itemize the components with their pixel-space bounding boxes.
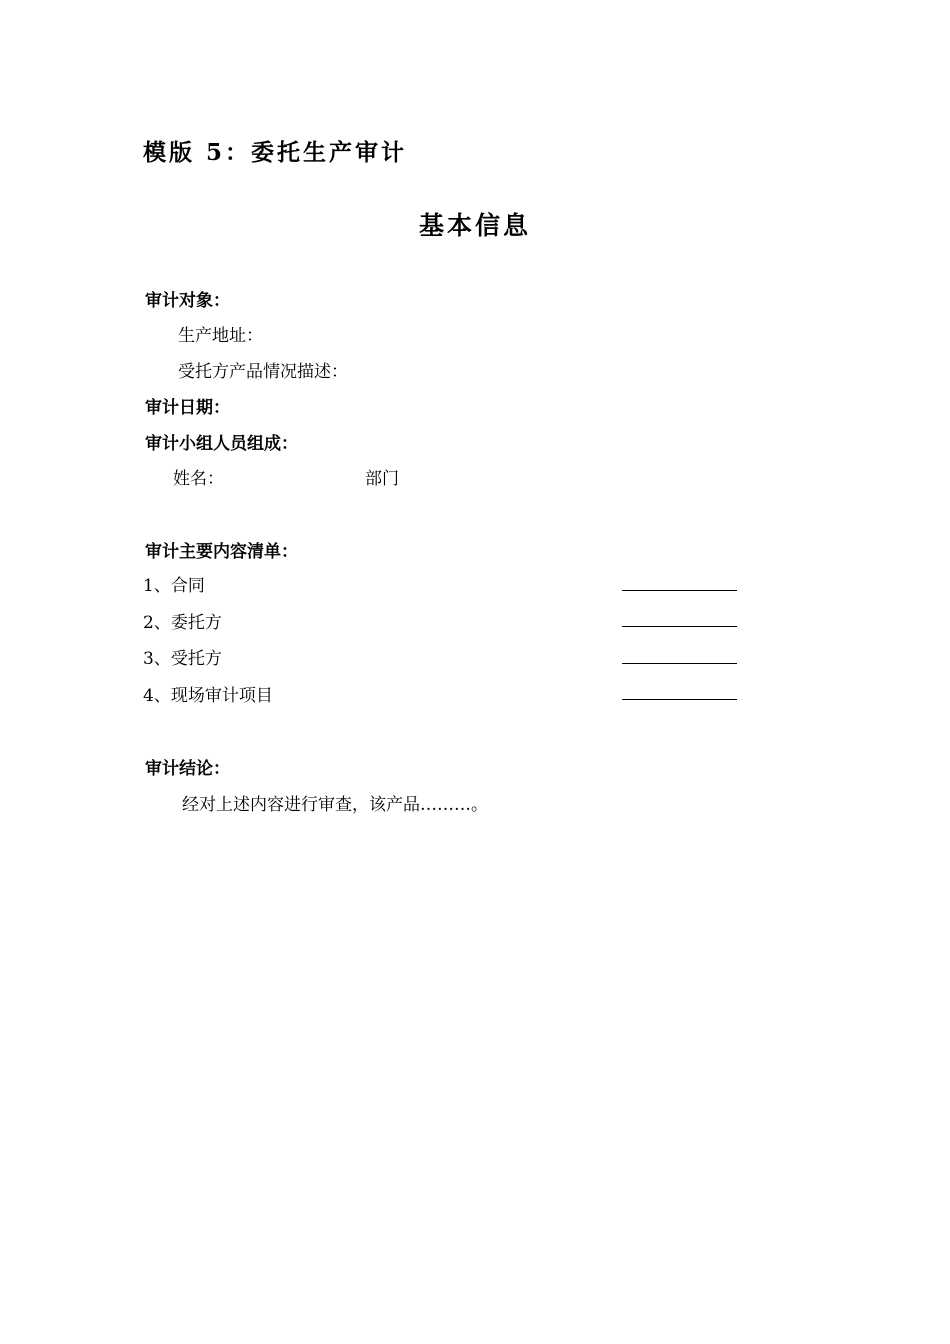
checklist-item-blank-line bbox=[622, 663, 737, 664]
team-name-label: 姓名： bbox=[173, 469, 224, 489]
checklist-item: 2、委托方 bbox=[143, 613, 222, 633]
checklist-item-blank-line bbox=[622, 699, 737, 700]
audit-team-label: 审计小组人员组成： bbox=[145, 434, 298, 454]
product-description-label: 受托方产品情况描述： bbox=[178, 362, 348, 382]
audit-object-label: 审计对象： bbox=[145, 291, 230, 311]
team-department-label: 部门 bbox=[365, 469, 399, 489]
checklist-item-blank-line bbox=[622, 626, 737, 627]
conclusion-text: 经对上述内容进行审查，该产品………。 bbox=[182, 795, 488, 815]
conclusion-label: 审计结论： bbox=[145, 759, 230, 779]
checklist-item: 3、受托方 bbox=[143, 649, 222, 669]
checklist-item-blank-line bbox=[622, 590, 737, 591]
audit-date-label: 审计日期： bbox=[145, 398, 230, 418]
production-address-label: 生产地址： bbox=[178, 326, 263, 346]
template-title: 模版 5：委托生产审计 bbox=[143, 139, 408, 166]
section-title: 基本信息 bbox=[418, 211, 531, 240]
checklist-label: 审计主要内容清单： bbox=[145, 542, 298, 562]
checklist-item: 1、合同 bbox=[143, 576, 205, 596]
checklist-item: 4、现场审计项目 bbox=[143, 686, 273, 706]
